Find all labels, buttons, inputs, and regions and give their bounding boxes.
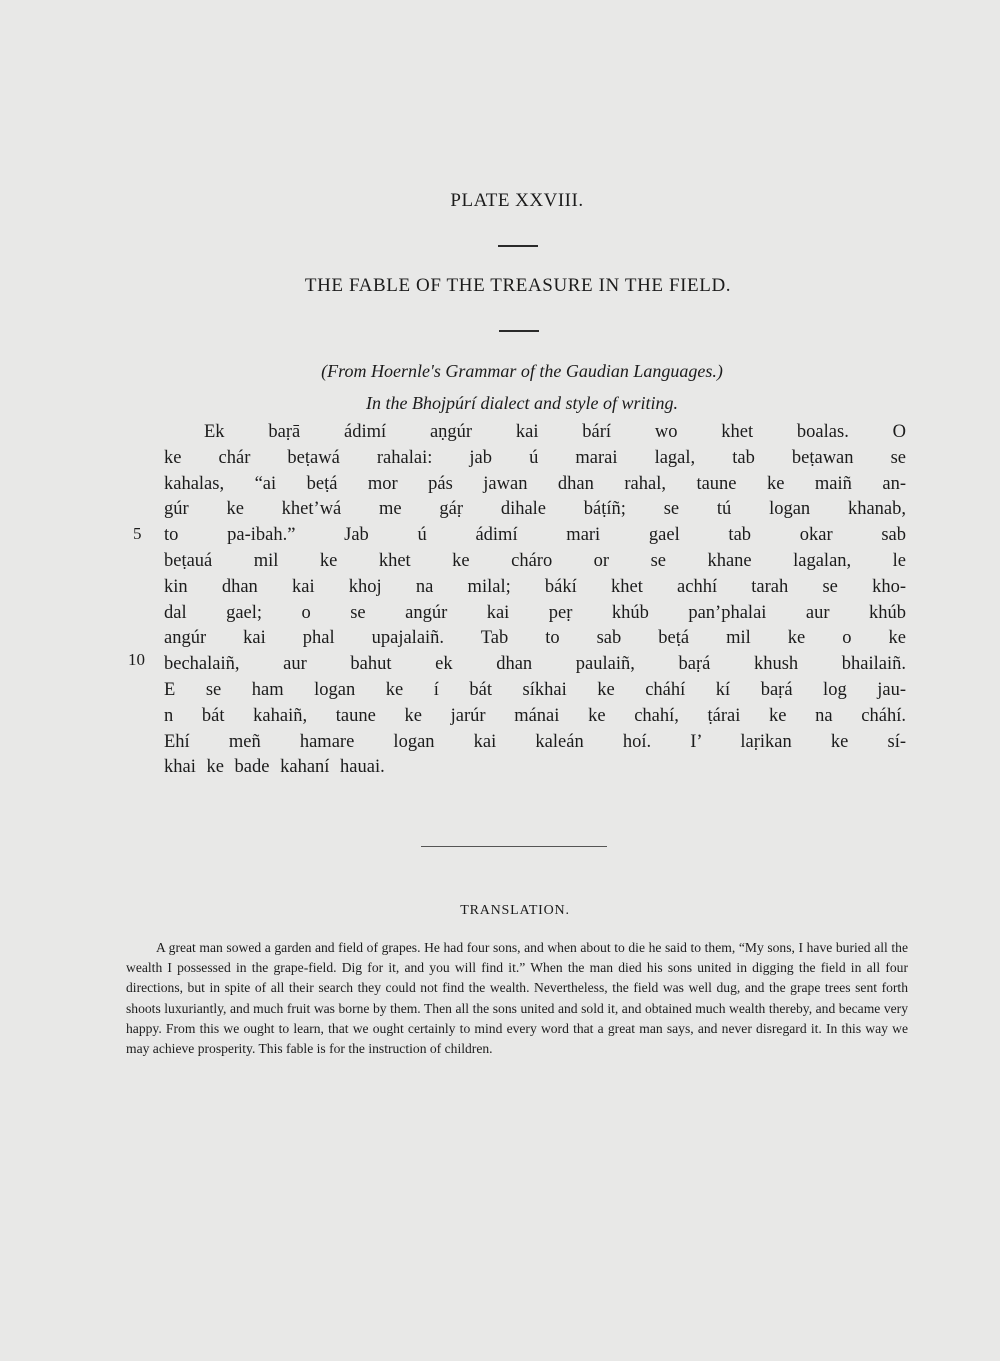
section-divider bbox=[421, 846, 607, 847]
text-line: Ek baṛā ádimí aṇgúr kai bárí wo khet boalas. O bbox=[204, 422, 906, 442]
dialect-note: In the Bhojpúrí dialect and style of writing. bbox=[366, 393, 678, 413]
text-line: dal gael; o se angúr kai peṛ khúb pan’phalai aur khúb bbox=[164, 602, 906, 623]
translation-paragraph: A great man sowed a garden and field of grapes. He had four sons, and when about to die he said to them, “My sons, I have buried all the wealth I possessed in the grape-field. Dig for it, and you will find it.” When the man died his sons united in digging the field in all four directions, but in spite of all their search they could not find the wealth. Nevertheless, the field was well dug, and the grape trees sent forth shoots luxuriantly, and much fruit was borne by them. Then all the sons united and sold it, and obtained much wealth thereby, and became very happy. From this we ought to learn, that we ought certainly to mind every word that a great man says, and never disregard it. In this way we may achieve prosperity. This fable is for the instruction of children. bbox=[126, 940, 908, 1057]
title-divider-top bbox=[498, 245, 538, 247]
text-line: angúr kai phal upajalaiñ. Tab to sab beṭá mil ke o ke bbox=[164, 628, 906, 649]
text-line: bechalaiñ, aur bahut ek dhan paulaiñ, baṛá khush bhailaiñ. bbox=[164, 654, 906, 675]
text-line: to pa-ibah.” Jab ú ádimí mari gael tab okar sab bbox=[164, 525, 906, 546]
line-number: 10 bbox=[128, 650, 145, 669]
text-line: khai ke bade kahaní hauai. bbox=[164, 757, 385, 778]
line-number: 5 bbox=[133, 524, 142, 543]
title-divider-bottom bbox=[499, 330, 539, 332]
fable-title: THE FABLE OF THE TREASURE IN THE FIELD. bbox=[304, 275, 732, 296]
text-line: ke chár beṭawá rahalai: jab ú marai lagal, tab beṭawan se bbox=[164, 447, 906, 468]
text-line: kahalas, “ai beṭá mor pás jawan dhan rahal, taune ke maiñ an- bbox=[164, 473, 906, 494]
text-line: E se ham logan ke í bát síkhai ke cháhí kí baṛá log jau- bbox=[164, 679, 906, 700]
text-line: gúr ke khet’wá me gáṛ dihale báṭíñ; se tú logan khanab, bbox=[164, 499, 906, 520]
text-line: beṭauá mil ke khet ke cháro or se khane lagalan, le bbox=[164, 550, 906, 571]
source-note: (From Hoernle's Grammar of the Gaudian Languages.) bbox=[321, 361, 723, 381]
text-line: kin dhan kai khoj na milal; bákí khet achhí tarah se kho- bbox=[164, 576, 906, 597]
plate-title: PLATE XXVIII. bbox=[450, 190, 584, 211]
transliterated-text bbox=[164, 420, 906, 781]
text-line: Ehí meñ hamare logan kai kaleán hoí. I’ laṛikan ke sí- bbox=[164, 731, 906, 752]
translation-heading: TRANSLATION. bbox=[460, 903, 570, 918]
text-line: n bát kahaiñ, taune ke jarúr mánai ke chahí, ṭárai ke na cháhí. bbox=[164, 705, 906, 726]
